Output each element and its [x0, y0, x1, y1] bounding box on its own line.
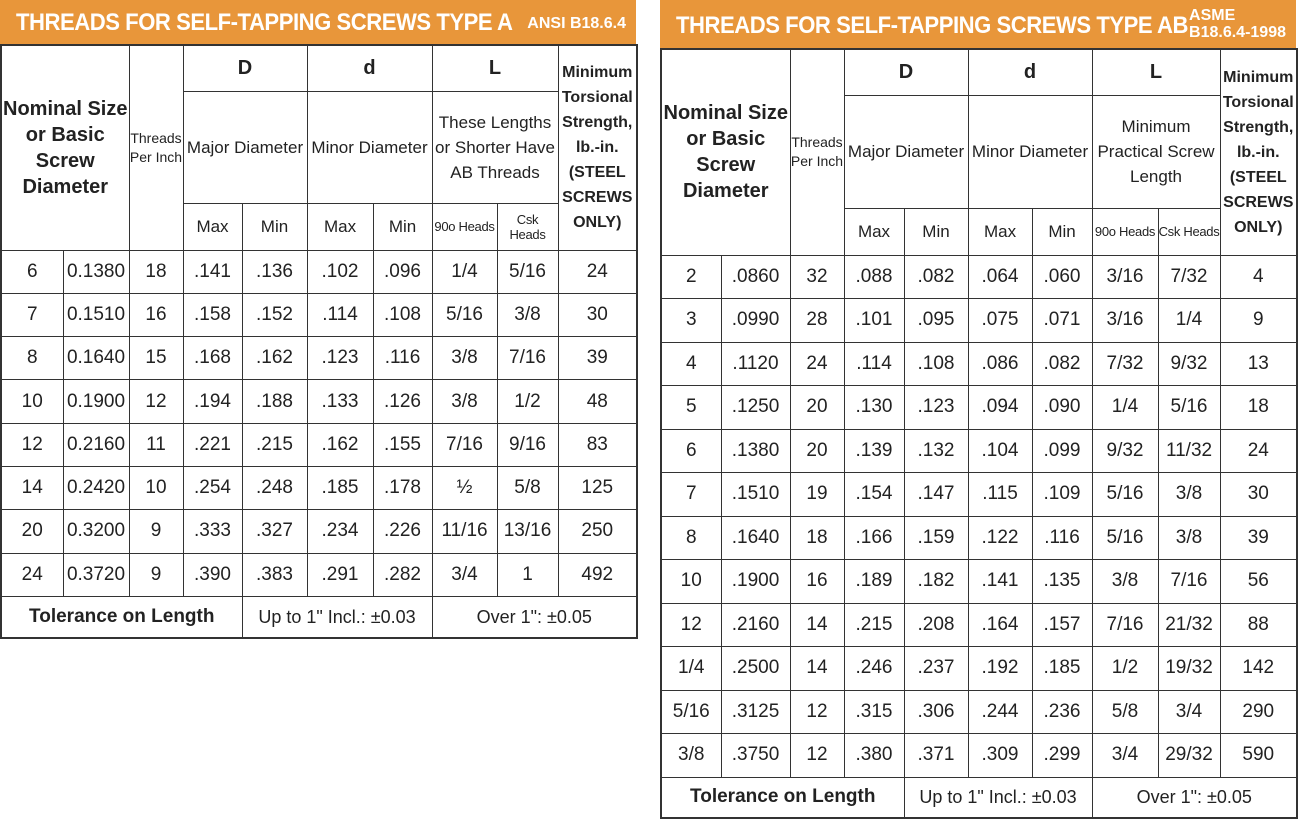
major-max-cell: .315 [844, 690, 904, 734]
minor-max-cell: .064 [968, 255, 1032, 299]
type-a-panel [0, 0, 636, 639]
basic-diameter-cell: 0.1900 [63, 380, 129, 423]
nominal-size-cell: 3/8 [661, 734, 721, 778]
table-row [1, 553, 637, 596]
major-max-header: Max [844, 208, 904, 255]
minor-max-cell: .185 [307, 466, 373, 509]
l-letter-header: L [1092, 49, 1220, 95]
length-csk-heads-cell: 9/32 [1158, 342, 1220, 386]
table-row [1, 250, 637, 293]
threads-per-inch-cell: 20 [790, 429, 844, 473]
threads-per-inch-header: Threads Per Inch [790, 49, 844, 255]
length-90-heads-cell: 7/32 [1092, 342, 1158, 386]
tolerance-over: Over 1": ±0.05 [1092, 777, 1297, 818]
length-90-heads-cell: 5/16 [432, 293, 497, 336]
nominal-size-cell: 6 [1, 250, 63, 293]
minor-max-cell: .192 [968, 647, 1032, 691]
major-max-cell: .088 [844, 255, 904, 299]
type-ab-title: THREADS FOR SELF-TAPPING SCREWS TYPE AB [676, 12, 1189, 39]
nominal-size-header: Nominal Size or Basic Screw Diameter [661, 49, 790, 255]
minor-max-cell: .234 [307, 510, 373, 553]
length-90-heads-cell: 5/8 [1092, 690, 1158, 734]
basic-diameter-cell: .1900 [721, 560, 790, 604]
heads-90-header: 90o Heads [1092, 208, 1158, 255]
minor-min-cell: .071 [1032, 299, 1092, 343]
torsional-strength-cell: 56 [1220, 560, 1297, 604]
basic-diameter-cell: .1380 [721, 429, 790, 473]
nominal-size-header: Nominal Size or Basic Screw Diameter [1, 45, 129, 250]
minor-min-cell: .126 [373, 380, 432, 423]
threads-per-inch-cell: 12 [129, 380, 183, 423]
basic-diameter-cell: .1510 [721, 473, 790, 517]
length-csk-heads-cell: 3/8 [1158, 516, 1220, 560]
threads-per-inch-cell: 28 [790, 299, 844, 343]
major-max-cell: .168 [183, 337, 242, 380]
type-ab-body [661, 255, 1297, 777]
minor-max-cell: .123 [307, 337, 373, 380]
table-row [661, 560, 1297, 604]
nominal-size-cell: 10 [1, 380, 63, 423]
torsional-strength-cell: 30 [558, 293, 637, 336]
torsional-strength-cell: 24 [1220, 429, 1297, 473]
major-min-cell: .159 [904, 516, 968, 560]
nominal-size-cell: 1/4 [661, 647, 721, 691]
basic-diameter-cell: .2500 [721, 647, 790, 691]
major-min-cell: .188 [242, 380, 307, 423]
basic-diameter-cell: .1250 [721, 386, 790, 430]
major-max-cell: .130 [844, 386, 904, 430]
basic-diameter-cell: .3750 [721, 734, 790, 778]
basic-diameter-cell: 0.1510 [63, 293, 129, 336]
major-diameter-header: Major Diameter [183, 91, 307, 203]
torsional-strength-cell: 492 [558, 553, 637, 596]
major-max-cell: .221 [183, 423, 242, 466]
table-row [1, 337, 637, 380]
tolerance-label: Tolerance on Length [1, 596, 242, 638]
minor-min-cell: .282 [373, 553, 432, 596]
length-csk-heads-cell: 1/4 [1158, 299, 1220, 343]
nominal-size-cell: 12 [1, 423, 63, 466]
table-row [1, 293, 637, 336]
threads-per-inch-cell: 14 [790, 603, 844, 647]
torsional-strength-cell: 39 [1220, 516, 1297, 560]
table-row [661, 342, 1297, 386]
major-max-cell: .141 [183, 250, 242, 293]
threads-per-inch-cell: 16 [790, 560, 844, 604]
threads-per-inch-cell: 12 [790, 690, 844, 734]
nominal-size-cell: 10 [661, 560, 721, 604]
table-row [661, 299, 1297, 343]
length-90-heads-cell: 1/4 [432, 250, 497, 293]
torsional-strength-cell: 4 [1220, 255, 1297, 299]
type-ab-panel [660, 0, 1296, 819]
minor-max-cell: .122 [968, 516, 1032, 560]
threads-per-inch-cell: 24 [790, 342, 844, 386]
length-90-heads-cell: 3/4 [432, 553, 497, 596]
table-row [661, 690, 1297, 734]
length-csk-heads-cell: 7/16 [497, 337, 558, 380]
length-90-heads-cell: 3/8 [432, 380, 497, 423]
basic-diameter-cell: .3125 [721, 690, 790, 734]
major-min-cell: .237 [904, 647, 968, 691]
type-a-table [0, 44, 638, 639]
major-min-cell: .132 [904, 429, 968, 473]
basic-diameter-cell: 0.2160 [63, 423, 129, 466]
torsional-strength-cell: 18 [1220, 386, 1297, 430]
torsional-strength-cell: 142 [1220, 647, 1297, 691]
major-min-cell: .162 [242, 337, 307, 380]
length-csk-heads-cell: 7/32 [1158, 255, 1220, 299]
length-90-heads-cell: 3/4 [1092, 734, 1158, 778]
basic-diameter-cell: 0.2420 [63, 466, 129, 509]
major-min-cell: .182 [904, 560, 968, 604]
minor-min-cell: .108 [373, 293, 432, 336]
major-max-cell: .215 [844, 603, 904, 647]
minor-min-cell: .299 [1032, 734, 1092, 778]
d-minor-letter-header: d [307, 45, 432, 91]
length-90-heads-cell: 3/16 [1092, 255, 1158, 299]
nominal-size-cell: 5 [661, 386, 721, 430]
major-min-cell: .208 [904, 603, 968, 647]
length-90-heads-cell: 1/2 [1092, 647, 1158, 691]
minor-min-cell: .157 [1032, 603, 1092, 647]
torsional-strength-cell: 250 [558, 510, 637, 553]
minor-min-header: Min [373, 203, 432, 250]
length-90-heads-cell: 11/16 [432, 510, 497, 553]
length-csk-heads-cell: 29/32 [1158, 734, 1220, 778]
threads-per-inch-cell: 14 [790, 647, 844, 691]
basic-diameter-cell: .1120 [721, 342, 790, 386]
basic-diameter-cell: 0.1380 [63, 250, 129, 293]
minor-max-cell: .244 [968, 690, 1032, 734]
tolerance-up-to: Up to 1" Incl.: ±0.03 [242, 596, 432, 638]
major-max-cell: .139 [844, 429, 904, 473]
nominal-size-cell: 5/16 [661, 690, 721, 734]
minor-max-cell: .141 [968, 560, 1032, 604]
length-csk-heads-cell: 1 [497, 553, 558, 596]
minor-min-cell: .060 [1032, 255, 1092, 299]
major-min-cell: .215 [242, 423, 307, 466]
major-min-cell: .383 [242, 553, 307, 596]
nominal-size-cell: 4 [661, 342, 721, 386]
torsional-strength-cell: 30 [1220, 473, 1297, 517]
major-min-header: Min [904, 208, 968, 255]
length-90-heads-cell: 9/32 [1092, 429, 1158, 473]
length-csk-heads-cell: 7/16 [1158, 560, 1220, 604]
length-90-heads-cell: 3/16 [1092, 299, 1158, 343]
type-a-banner [0, 0, 636, 44]
torsional-strength-cell: 13 [1220, 342, 1297, 386]
nominal-size-cell: 20 [1, 510, 63, 553]
length-90-heads-cell: 3/8 [432, 337, 497, 380]
minor-max-cell: .094 [968, 386, 1032, 430]
csk-heads-header: Csk Heads [1158, 208, 1220, 255]
basic-diameter-cell: .0860 [721, 255, 790, 299]
length-csk-heads-cell: 19/32 [1158, 647, 1220, 691]
type-ab-banner [660, 0, 1296, 48]
basic-diameter-cell: 0.3200 [63, 510, 129, 553]
length-csk-heads-cell: 3/8 [497, 293, 558, 336]
minor-min-cell: .090 [1032, 386, 1092, 430]
l-letter-header: L [432, 45, 558, 91]
threads-per-inch-cell: 20 [790, 386, 844, 430]
major-max-cell: .114 [844, 342, 904, 386]
threads-per-inch-header: Threads Per Inch [129, 45, 183, 250]
threads-per-inch-cell: 15 [129, 337, 183, 380]
minor-max-cell: .086 [968, 342, 1032, 386]
length-csk-heads-cell: 5/8 [497, 466, 558, 509]
length-90-heads-cell: 1/4 [1092, 386, 1158, 430]
major-min-cell: .327 [242, 510, 307, 553]
torsional-strength-cell: 39 [558, 337, 637, 380]
minor-max-header: Max [968, 208, 1032, 255]
length-csk-heads-cell: 9/16 [497, 423, 558, 466]
table-row [661, 429, 1297, 473]
minor-max-cell: .291 [307, 553, 373, 596]
nominal-size-cell: 6 [661, 429, 721, 473]
minor-min-cell: .109 [1032, 473, 1092, 517]
minor-diameter-header: Minor Diameter [968, 95, 1092, 208]
basic-diameter-cell: .0990 [721, 299, 790, 343]
length-90-heads-cell: 5/16 [1092, 516, 1158, 560]
type-a-body [1, 250, 637, 596]
major-min-cell: .306 [904, 690, 968, 734]
major-min-cell: .108 [904, 342, 968, 386]
table-row [661, 473, 1297, 517]
major-max-cell: .101 [844, 299, 904, 343]
torsional-strength-cell: 590 [1220, 734, 1297, 778]
minor-max-cell: .115 [968, 473, 1032, 517]
major-min-cell: .095 [904, 299, 968, 343]
major-min-cell: .136 [242, 250, 307, 293]
major-min-cell: .123 [904, 386, 968, 430]
minor-min-cell: .096 [373, 250, 432, 293]
torsional-strength-header: Minimum Torsional Strength, lb.-in. (STEEL SCREWS ONLY) [1220, 49, 1297, 255]
tolerance-label: Tolerance on Length [661, 777, 904, 818]
length-90-heads-cell: 5/16 [1092, 473, 1158, 517]
major-max-cell: .166 [844, 516, 904, 560]
basic-diameter-cell: 0.3720 [63, 553, 129, 596]
length-csk-heads-cell: 5/16 [1158, 386, 1220, 430]
threads-per-inch-cell: 16 [129, 293, 183, 336]
length-csk-heads-cell: 3/4 [1158, 690, 1220, 734]
major-min-header: Min [242, 203, 307, 250]
minor-diameter-header: Minor Diameter [307, 91, 432, 203]
threads-per-inch-cell: 9 [129, 553, 183, 596]
minor-min-cell: .226 [373, 510, 432, 553]
length-csk-heads-cell: 3/8 [1158, 473, 1220, 517]
threads-per-inch-cell: 19 [790, 473, 844, 517]
torsional-strength-cell: 24 [558, 250, 637, 293]
length-90-heads-cell: 7/16 [432, 423, 497, 466]
major-min-cell: .082 [904, 255, 968, 299]
major-max-cell: .194 [183, 380, 242, 423]
nominal-size-cell: 7 [1, 293, 63, 336]
threads-per-inch-cell: 18 [790, 516, 844, 560]
d-major-letter-header: D [183, 45, 307, 91]
torsional-strength-cell: 83 [558, 423, 637, 466]
d-minor-letter-header: d [968, 49, 1092, 95]
d-major-letter-header: D [844, 49, 968, 95]
basic-diameter-cell: 0.1640 [63, 337, 129, 380]
type-ab-standard [1189, 7, 1286, 41]
major-max-cell: .189 [844, 560, 904, 604]
minor-max-cell: .133 [307, 380, 373, 423]
major-max-header: Max [183, 203, 242, 250]
basic-diameter-cell: .1640 [721, 516, 790, 560]
torsional-strength-cell: 9 [1220, 299, 1297, 343]
minor-max-cell: .162 [307, 423, 373, 466]
threads-per-inch-cell: 18 [129, 250, 183, 293]
minor-max-cell: .309 [968, 734, 1032, 778]
nominal-size-cell: 8 [1, 337, 63, 380]
threads-per-inch-cell: 12 [790, 734, 844, 778]
type-ab-standard-line2: B18.6.4-1998 [1189, 24, 1286, 41]
table-row [1, 466, 637, 509]
tolerance-up-to: Up to 1" Incl.: ±0.03 [904, 777, 1092, 818]
threads-per-inch-cell: 9 [129, 510, 183, 553]
minor-min-cell: .116 [373, 337, 432, 380]
length-90-heads-cell: 3/8 [1092, 560, 1158, 604]
major-max-cell: .254 [183, 466, 242, 509]
nominal-size-cell: 2 [661, 255, 721, 299]
type-ab-table [660, 48, 1298, 819]
table-row [661, 734, 1297, 778]
minor-min-cell: .185 [1032, 647, 1092, 691]
minor-min-cell: .082 [1032, 342, 1092, 386]
torsional-strength-header: Minimum Torsional Strength, lb.-in. (STEEL SCREWS ONLY) [558, 45, 637, 250]
length-csk-heads-cell: 5/16 [497, 250, 558, 293]
table-row [1, 380, 637, 423]
major-max-cell: .380 [844, 734, 904, 778]
length-note-header: Minimum Practical Screw Length [1092, 95, 1220, 208]
torsional-strength-cell: 290 [1220, 690, 1297, 734]
table-row [661, 647, 1297, 691]
threads-per-inch-cell: 32 [790, 255, 844, 299]
minor-min-cell: .236 [1032, 690, 1092, 734]
heads-90-header: 90o Heads [432, 203, 497, 250]
table-row [661, 386, 1297, 430]
nominal-size-cell: 3 [661, 299, 721, 343]
major-max-cell: .154 [844, 473, 904, 517]
length-csk-heads-cell: 1/2 [497, 380, 558, 423]
major-max-cell: .246 [844, 647, 904, 691]
torsional-strength-cell: 48 [558, 380, 637, 423]
major-max-cell: .158 [183, 293, 242, 336]
major-max-cell: .333 [183, 510, 242, 553]
threads-per-inch-cell: 11 [129, 423, 183, 466]
nominal-size-cell: 24 [1, 553, 63, 596]
minor-min-cell: .135 [1032, 560, 1092, 604]
table-row [1, 423, 637, 466]
minor-min-cell: .099 [1032, 429, 1092, 473]
length-csk-heads-cell: 21/32 [1158, 603, 1220, 647]
type-a-standard: ANSI B18.6.4 [527, 15, 626, 32]
tolerance-over: Over 1": ±0.05 [432, 596, 637, 638]
nominal-size-cell: 12 [661, 603, 721, 647]
minor-max-cell: .102 [307, 250, 373, 293]
major-diameter-header: Major Diameter [844, 95, 968, 208]
length-csk-heads-cell: 13/16 [497, 510, 558, 553]
major-min-cell: .248 [242, 466, 307, 509]
type-ab-standard-line1: ASME [1189, 7, 1236, 24]
major-min-cell: .152 [242, 293, 307, 336]
minor-min-cell: .116 [1032, 516, 1092, 560]
major-max-cell: .390 [183, 553, 242, 596]
length-90-heads-cell: ½ [432, 466, 497, 509]
length-90-heads-cell: 7/16 [1092, 603, 1158, 647]
table-row [661, 603, 1297, 647]
minor-max-header: Max [307, 203, 373, 250]
basic-diameter-cell: .2160 [721, 603, 790, 647]
csk-heads-header: Csk Heads [497, 203, 558, 250]
torsional-strength-cell: 125 [558, 466, 637, 509]
nominal-size-cell: 7 [661, 473, 721, 517]
threads-per-inch-cell: 10 [129, 466, 183, 509]
table-row [661, 516, 1297, 560]
nominal-size-cell: 8 [661, 516, 721, 560]
minor-max-cell: .114 [307, 293, 373, 336]
minor-max-cell: .075 [968, 299, 1032, 343]
table-row [1, 510, 637, 553]
table-row [661, 255, 1297, 299]
nominal-size-cell: 14 [1, 466, 63, 509]
minor-max-cell: .104 [968, 429, 1032, 473]
minor-min-cell: .155 [373, 423, 432, 466]
major-min-cell: .147 [904, 473, 968, 517]
torsional-strength-cell: 88 [1220, 603, 1297, 647]
minor-max-cell: .164 [968, 603, 1032, 647]
type-a-title: THREADS FOR SELF-TAPPING SCREWS TYPE A [16, 9, 513, 36]
minor-min-header: Min [1032, 208, 1092, 255]
length-csk-heads-cell: 11/32 [1158, 429, 1220, 473]
major-min-cell: .371 [904, 734, 968, 778]
minor-min-cell: .178 [373, 466, 432, 509]
length-note-header: These Lengths or Shorter Have AB Threads [432, 91, 558, 203]
